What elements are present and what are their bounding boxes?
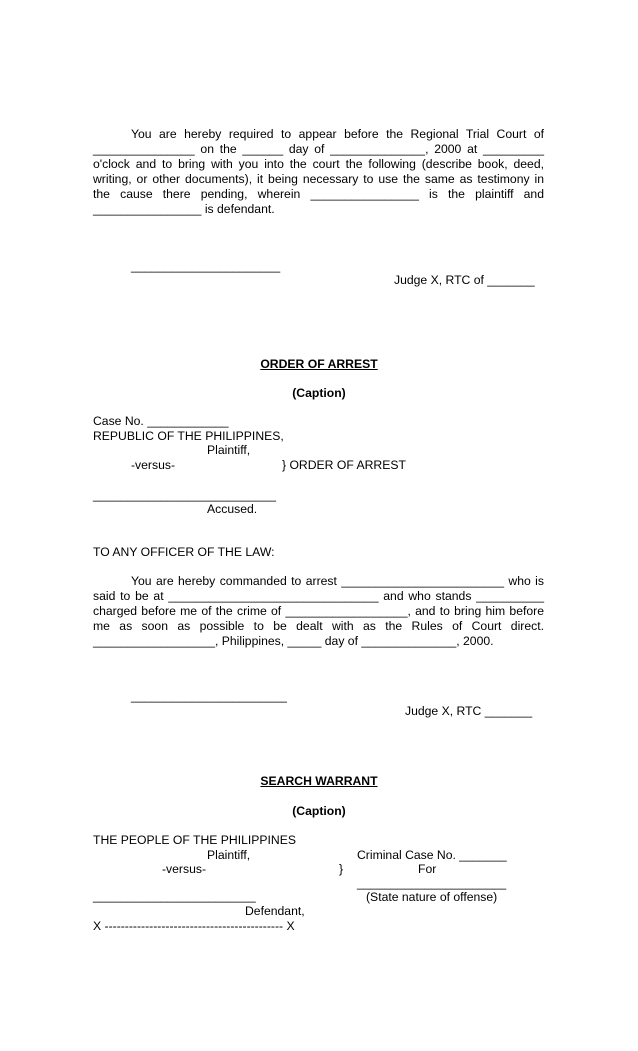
search-caption: (Caption) [292,804,346,818]
arrest-plaintiff: Plaintiff, [207,443,251,457]
search-versus: -versus- [162,862,207,876]
arrest-accused-line: ___________________________ [93,488,277,502]
search-x-line: X -------------------------------------------- X [93,919,295,933]
search-people: THE PEOPLE OF THE PHILIPPINES [93,833,296,847]
arrest-case-no: Case No. ____________ [93,414,229,428]
arrest-order-label: } ORDER OF ARREST [282,458,406,472]
arrest-republic: REPUBLIC OF THE PHILIPPINES, [93,429,284,443]
search-plaintiff: Plaintiff, [207,848,251,862]
arrest-caption: (Caption) [292,386,346,400]
search-offense-line: ______________________ [357,876,507,890]
subpoena-paragraph: You are hereby required to appear before the Regional Trial Court of _______________ on the ______ day of ______________, 2000 at _________ o'clock and to bring with you into the court the following (describe book, deed, writing, or other documents), it being necessary to use the same as testimony in the cause there pending, wherein ________________ is the plaintiff and ________________ is defendant. [93,127,544,216]
arrest-to-officer: TO ANY OFFICER OF THE LAW: [93,545,275,559]
search-defendant: Defendant, [245,904,305,918]
search-for-label: For [418,862,437,876]
subpoena-signature-line: ______________________ [131,259,281,273]
arrest-judge-line: Judge X, RTC _______ [405,704,533,718]
search-defendant-line: ________________________ [93,889,256,903]
subpoena-judge-line: Judge X, RTC of _______ [394,273,535,287]
arrest-accused: Accused. [207,502,258,516]
arrest-versus: -versus- [131,458,176,472]
search-title: SEARCH WARRANT [260,774,378,788]
arrest-title: ORDER OF ARREST [260,357,378,371]
search-criminal-case: Criminal Case No. _______ [357,848,507,862]
arrest-signature-line: _______________________ [131,689,287,703]
search-state-nature: (State nature of offense) [366,890,498,904]
search-brace: } [339,862,344,876]
arrest-paragraph: You are hereby commanded to arrest ________________________ who is said to be at _______________________________ and who stands __________ charged before me of the crime of __________________, and to bring him before me as soon as possible to be dealt with as the Rules of Court direct. __________________, Philippines, _____ day of ______________, 2000. [93,574,544,648]
